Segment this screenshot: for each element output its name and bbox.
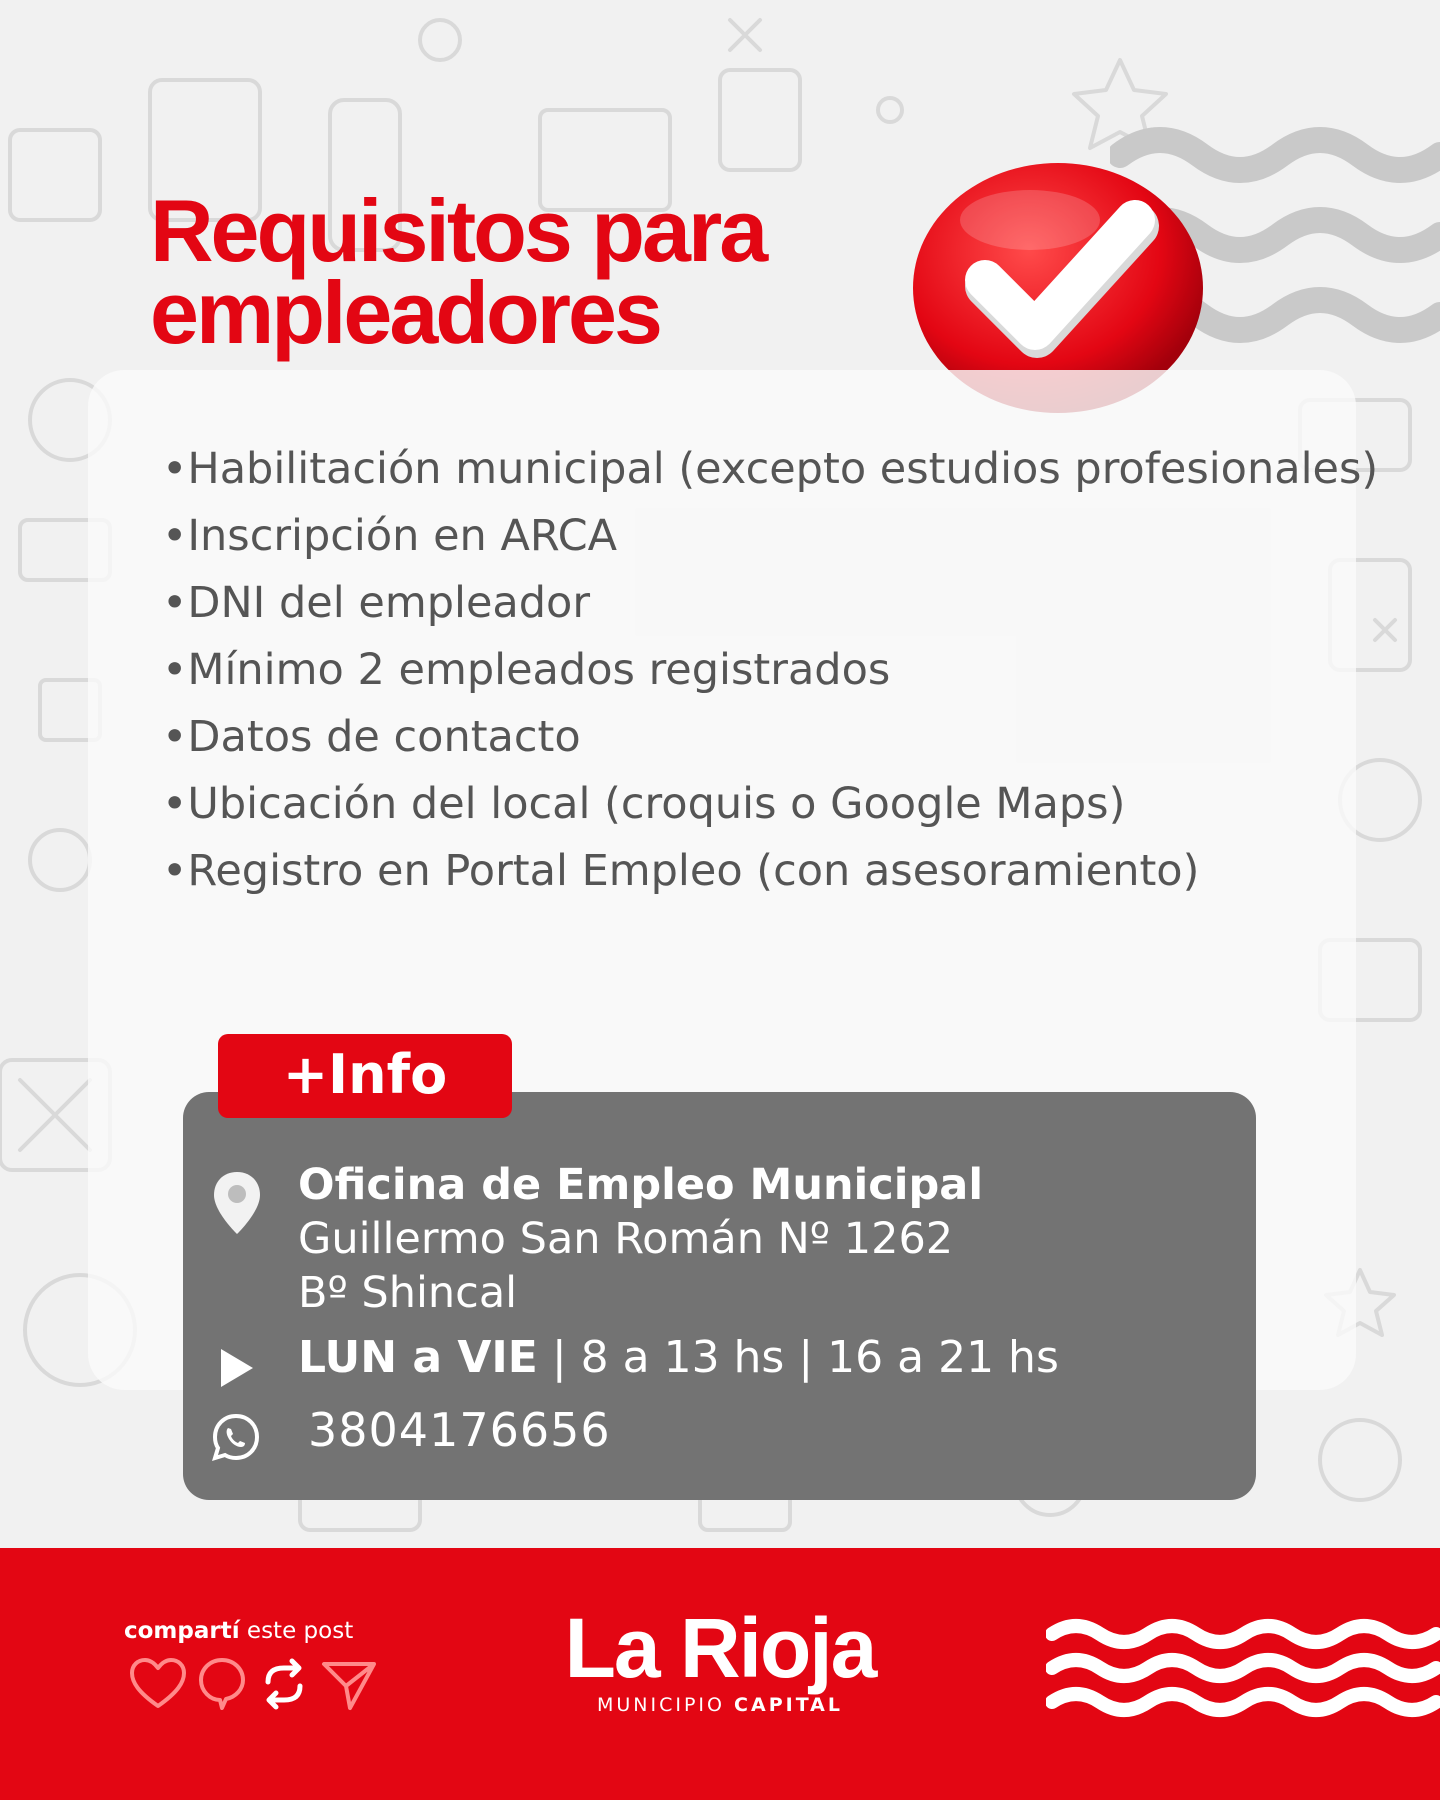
list-item: • Datos de contacto [162,708,1382,766]
repost-icon[interactable] [256,1656,312,1716]
location-pin-icon [211,1170,263,1236]
page-title [150,181,766,362]
comment-icon[interactable] [196,1656,248,1716]
logo-main: La Rioja [564,1601,876,1695]
office-address [298,1212,953,1320]
office-name: Oficina de Empleo Municipal [298,1160,984,1210]
logo-sub [560,1694,880,1716]
address-line-2: Bº Shincal [298,1268,518,1318]
share-label-rest: este post [239,1618,354,1644]
info-tab: +Info [218,1034,512,1118]
list-item: • Registro en Portal Empleo (con asesoramiento) [162,842,1382,900]
title-line-2: empleadores [150,263,660,362]
title-line-1: Requisitos para [150,181,766,280]
play-icon [217,1346,257,1390]
share-label-bold: compartí [124,1618,240,1644]
logo-sub-light: MUNICIPIO [596,1694,725,1716]
list-item: • Ubicación del local (croquis o Google Maps) [162,775,1382,833]
footer [0,1548,1440,1800]
requirements-list [162,440,1382,909]
heart-icon[interactable] [128,1656,188,1716]
list-item: • DNI del empleador [162,574,1382,632]
share-icons [128,1656,378,1716]
list-item: • Mínimo 2 empleados registrados [162,641,1382,699]
share-label [124,1618,353,1644]
decorative-waves-bottom [1046,1614,1440,1724]
list-item: • Inscripción en ARCA [162,507,1382,565]
info-card [183,1092,1256,1500]
office-hours [298,1332,1059,1383]
phone-number[interactable]: 3804176656 [308,1403,611,1457]
list-item: • Habilitación municipal (excepto estudios profesionales) [162,440,1382,498]
send-icon[interactable] [320,1656,378,1716]
whatsapp-icon [211,1412,261,1462]
address-line-1: Guillermo San Román Nº 1262 [298,1214,954,1264]
hours-days: LUN a VIE [298,1332,538,1383]
logo-sub-bold: CAPITAL [734,1694,843,1716]
logo [560,1601,880,1716]
hours-times: | 8 a 13 hs | 16 a 21 hs [537,1332,1059,1383]
